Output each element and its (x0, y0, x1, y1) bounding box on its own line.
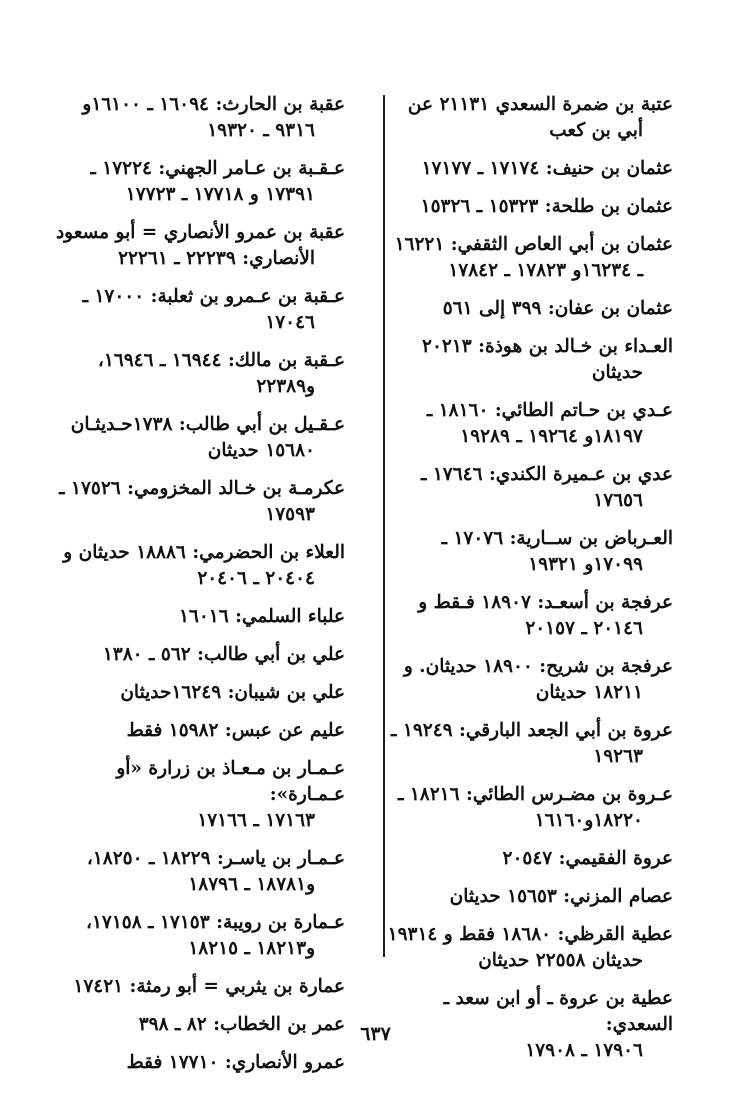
index-entry (373, 782, 673, 834)
index-entry (373, 194, 673, 220)
left-column (45, 92, 345, 1088)
entry-continuation: ١٧٣٩١ و ١٧٧١٨ ـ ١٧٧٢٣ (125, 184, 315, 205)
entry-line: عرفجة بن شريح: ١٨٩٠٠ حديثان. و (403, 656, 673, 677)
entry-continuation: ١٧٠٤٦ (265, 312, 315, 333)
entry-line: عقبة بن الحارث: ١٦٠٩٤ ـ ١٦١٠٠و (82, 94, 345, 115)
entry-line: العـرباض بن ســارية: ١٧٠٧٦ ـ (441, 528, 673, 549)
index-entry (373, 156, 673, 182)
entry-continuation: ١٨١٩٧و ١٩٢٦٤ ـ ١٩٢٨٩ (460, 426, 643, 447)
index-entry (373, 590, 673, 642)
index-entry (45, 756, 345, 834)
entry-line: عـدي بن حـاتم الطائي: ١٨١٦٠ ـ (426, 400, 673, 421)
entry-line: عقبة بن عمرو الأنصاري = أبو مسعود (55, 222, 345, 243)
entry-continuation: حديثان (591, 362, 643, 383)
entry-continuation: ـ ١٦٢٣٤و ١٧٨٢٣ ـ ١٧٨٤٢ (448, 260, 643, 281)
index-entry (45, 680, 345, 706)
index-entry (45, 974, 345, 1000)
entry-line: عمارة بن يثربي = أبو رمثة: ١٧٤٢١ (73, 976, 345, 997)
index-entry (373, 884, 673, 910)
entry-continuation: ٢٠١٤٦ ـ ٢٠١٥٧ (525, 618, 643, 639)
entry-continuation: ١٧٦٥٦ (593, 490, 643, 511)
entry-line: عدي بن عـميرة الكندي: ١٧٦٤٦ ـ (420, 464, 673, 485)
index-entry (45, 604, 345, 630)
entry-line: عرفجة بن أسعـد: ١٨٩٠٧ فـقط و (418, 592, 673, 613)
entry-line: عـقبة بن مالك: ١٦٩٤٤ ـ ١٦٩٤٦، (97, 350, 345, 371)
index-entry (45, 284, 345, 336)
entry-continuation: ٢٠٤٠٤ ـ ٢٠٤٠٦ (197, 568, 315, 589)
index-entry (373, 296, 673, 322)
entry-line: علي بن شيبان: ١٦٢٤٩حديثان (120, 682, 345, 703)
entry-continuation: ١٧٩٠٦ ـ ١٧٩٠٨ (525, 1040, 643, 1061)
entry-line: عروة الفقيمي: ٢٠٥٤٧ (502, 848, 673, 869)
index-entry (373, 334, 673, 386)
entry-line: علي بن أبي طالب: ٥٦٢ ـ ١٣٨٠ (102, 644, 345, 665)
right-column (373, 92, 673, 1076)
entry-continuation: ١٨٢١١ حديثان (535, 682, 643, 703)
index-entry (373, 526, 673, 578)
entry-continuation: الأنصاري: ٢٢٢٣٩ ـ ٢٢٢٦١ (118, 248, 315, 269)
index-entry (373, 462, 673, 514)
entry-line: عكرمـة بن خـالد المخزومي: ١٧٥٢٦ ـ (59, 478, 345, 499)
index-entry (373, 232, 673, 284)
entry-continuation: و١٨٧٨١ ـ ١٨٧٩٦ (188, 874, 315, 895)
entry-continuation: و١٨٢١٣ ـ ١٨٢١٥ (188, 938, 315, 959)
entry-line: عـقبة بن عـمرو بن ثعلبة: ١٧٠٠٠ ـ (82, 286, 345, 307)
entry-line: عليم عن عبس: ١٥٩٨٢ فقط (126, 720, 345, 741)
index-entry (45, 476, 345, 528)
entry-line: عـمـار بن ياسـر: ١٨٢٢٩ ـ ١٨٢٥٠، (86, 848, 345, 869)
entry-line: عثمان بن عفان: ٣٩٩ إلى ٥٦١ (442, 298, 673, 319)
entry-line: عروة بن أبي الجعد البارقي: ١٩٢٤٩ ـ (391, 720, 673, 741)
entry-continuation: ٩٣١٦ ـ ١٩٣٢٠ (207, 120, 315, 141)
entry-line: عطية بن عروة ـ أو ابن سعد ـ السعدي: (443, 988, 673, 1035)
index-entry (373, 718, 673, 770)
page-number: ٦٣٧ (360, 1023, 391, 1045)
index-entry (45, 348, 345, 400)
index-entry (45, 92, 345, 144)
entry-line: العـداء بن خـالد بن هوذة: ٢٠٢١٣ (422, 336, 673, 357)
entry-line: عصام المزني: ١٥٦٥٣ حديثان (449, 886, 673, 907)
entry-line: عمرو الأنصاري: ١٧٧١٠ فقط (126, 1052, 345, 1073)
entry-line: عثمان بن حنيف: ١٧١٧٤ ـ ١٧١٧٧ (421, 158, 673, 179)
entry-line: عطية القرظي: ١٨٦٨٠ فقط و ١٩٣١٤ (387, 924, 673, 945)
entry-continuation: ١٧٠٩٩و ١٩٣٢١ (528, 554, 643, 575)
index-entry (373, 398, 673, 450)
index-entry (45, 846, 345, 898)
entry-line: عـقـبة بن عـامر الجهني: ١٧٢٢٤ ـ (90, 158, 345, 179)
index-entry (45, 642, 345, 668)
entry-line: عـمـار بن مـعـاذ بن زرارة «أو عـمـارة»: (116, 758, 345, 805)
index-entry (45, 910, 345, 962)
entry-line: عـروة بن مضـرس الطائي: ١٨٢١٦ ـ (398, 784, 673, 805)
index-entry (373, 922, 673, 974)
entry-line: عـمارة بن رويبة: ١٧١٥٣ ـ ١٧١٥٨، (86, 912, 345, 933)
entry-continuation: ١٥٦٨٠ حديثان (207, 440, 315, 461)
entry-continuation: ١٧٥٩٣ (265, 504, 315, 525)
index-entry (373, 654, 673, 706)
index-entry (45, 412, 345, 464)
entry-line: علباء السلمي: ١٦٠١٦ (179, 606, 345, 627)
entry-continuation: ١٩٢٦٣ (593, 746, 643, 767)
entry-continuation: أبي بن كعب (549, 120, 643, 141)
index-entry (45, 156, 345, 208)
index-entry (45, 1050, 345, 1076)
entry-line: عمر بن الخطاب: ٨٢ ـ ٣٩٨ (138, 1014, 345, 1035)
index-entry (373, 846, 673, 872)
index-entry (45, 540, 345, 592)
entry-continuation: ١٧١٦٣ ـ ١٧١٦٦ (197, 810, 315, 831)
entry-line: عـقـيل بن أبي طالب: ١٧٣٨حـديثـان (70, 414, 345, 435)
entry-continuation: و٢٢٣٨٩ (256, 376, 315, 397)
entry-line: العلاء بن الحضرمي: ١٨٨٨٦ حديثان و (63, 542, 345, 563)
entry-continuation: ١٨٢٢٠و١٦١٦٠ (534, 810, 643, 831)
column-divider (383, 95, 385, 957)
entry-line: عثمان بن أبي العاص الثقفي: ١٦٢٢١ (394, 234, 673, 255)
entry-line: عتبة بن ضمرة السعدي ٢١١٣١ عن (407, 94, 673, 115)
index-entry (373, 92, 673, 144)
entry-line: عثمان بن طلحة: ١٥٣٢٣ ـ ١٥٣٢٦ (420, 196, 673, 217)
entry-continuation: حديثان ٢٢٥٥٨ حديثان (478, 950, 643, 971)
index-entry (45, 718, 345, 744)
index-entry (45, 220, 345, 272)
